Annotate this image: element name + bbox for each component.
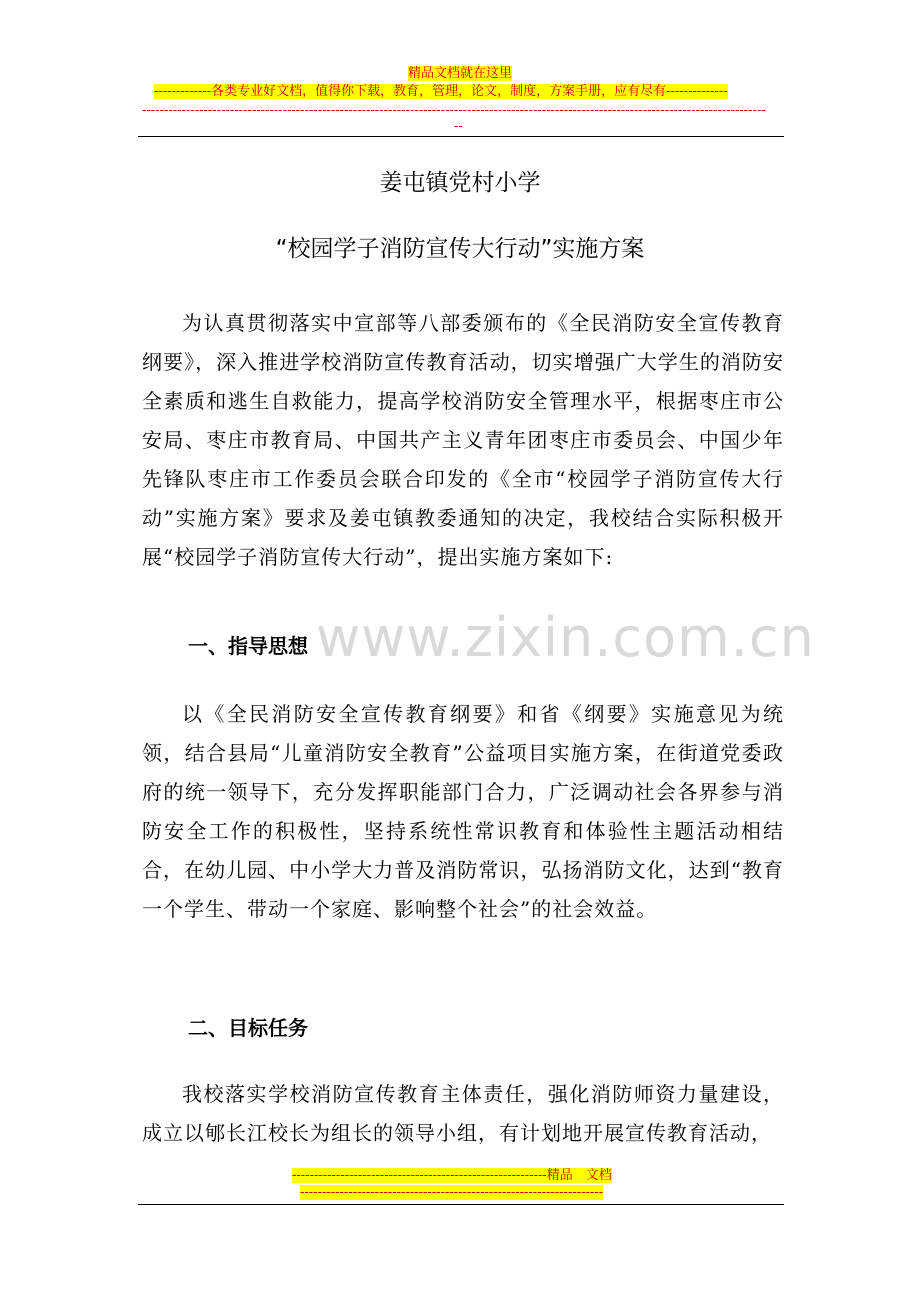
- header-rule: [138, 136, 784, 137]
- section-heading-objectives: 二、目标任务: [188, 1016, 308, 1040]
- footer-rule: [138, 1204, 784, 1205]
- footer-tagline: ----------------------------------------------------------精品 文档: [292, 1168, 612, 1183]
- watermark: www.zixin.com.cn: [316, 606, 815, 669]
- section-heading-guiding-thought: 一、指导思想: [188, 634, 308, 658]
- header-banner: [0, 66, 920, 82]
- footer-dash-line: ---------------------------------------------------------------------: [300, 1185, 604, 1200]
- header-dash-tail: --: [454, 119, 463, 134]
- footer-row-2: [300, 1185, 620, 1201]
- intro-paragraph: 为认真贯彻落实中宣部等八部委颁布的《全民消防安全宣传教育纲要》，深入推进学校消防宣传教育活动，切实增强广大学生的消防安全素质和逃生自救能力，提高学校消防安全管理水平，根据枣庄市公安局、枣庄市教育局、中国共产主义青年团枣庄市委员会、中国少年先锋队枣庄市工作委员会联合印发的《全市“校园学子消防宣传大行动”实施方案》要求及姜屯镇教委通知的决定，我校结合实际积极开展“校园学子消防宣传大行动”，提出实施方案如下:: [142, 311, 784, 569]
- header-dash-line: ----------------------------------------------------------------------------------------------------------------------------------------------: [142, 103, 766, 118]
- header-tagline: 精品文档就在这里: [407, 66, 512, 81]
- header-slogan-row: [154, 84, 766, 100]
- header-slogan: -------------各类专业好文档，值得你下载，教育，管理，论文，制度，方案手册，应有尽有--------------: [154, 84, 728, 99]
- section-paragraph-objectives: 我校落实学校消防宣传教育主体责任，强化消防师资力量建设，成立以郇长江校长为组长的领导小组，有计划地开展宣传教育活动，: [142, 1082, 784, 1145]
- section-paragraph-guiding-thought: 以《全民消防安全宣传教育纲要》和省《纲要》实施意见为统领，结合县局“儿童消防安全教育”公益项目实施方案，在街道党委政府的统一领导下，充分发挥职能部门合力，广泛调动社会各界参与消防安全工作的积极性，坚持系统性常识教育和体验性主题活动相结合，在幼儿园、中小学大力普及消防常识，弘扬消防文化，达到“教育一个学生、带动一个家庭、影响整个社会”的社会效益。: [142, 702, 784, 921]
- document-subtitle: “校园学子消防宣传大行动”实施方案: [275, 236, 645, 262]
- document-title: 姜屯镇党村小学: [379, 170, 541, 196]
- footer-row-1: [292, 1168, 628, 1184]
